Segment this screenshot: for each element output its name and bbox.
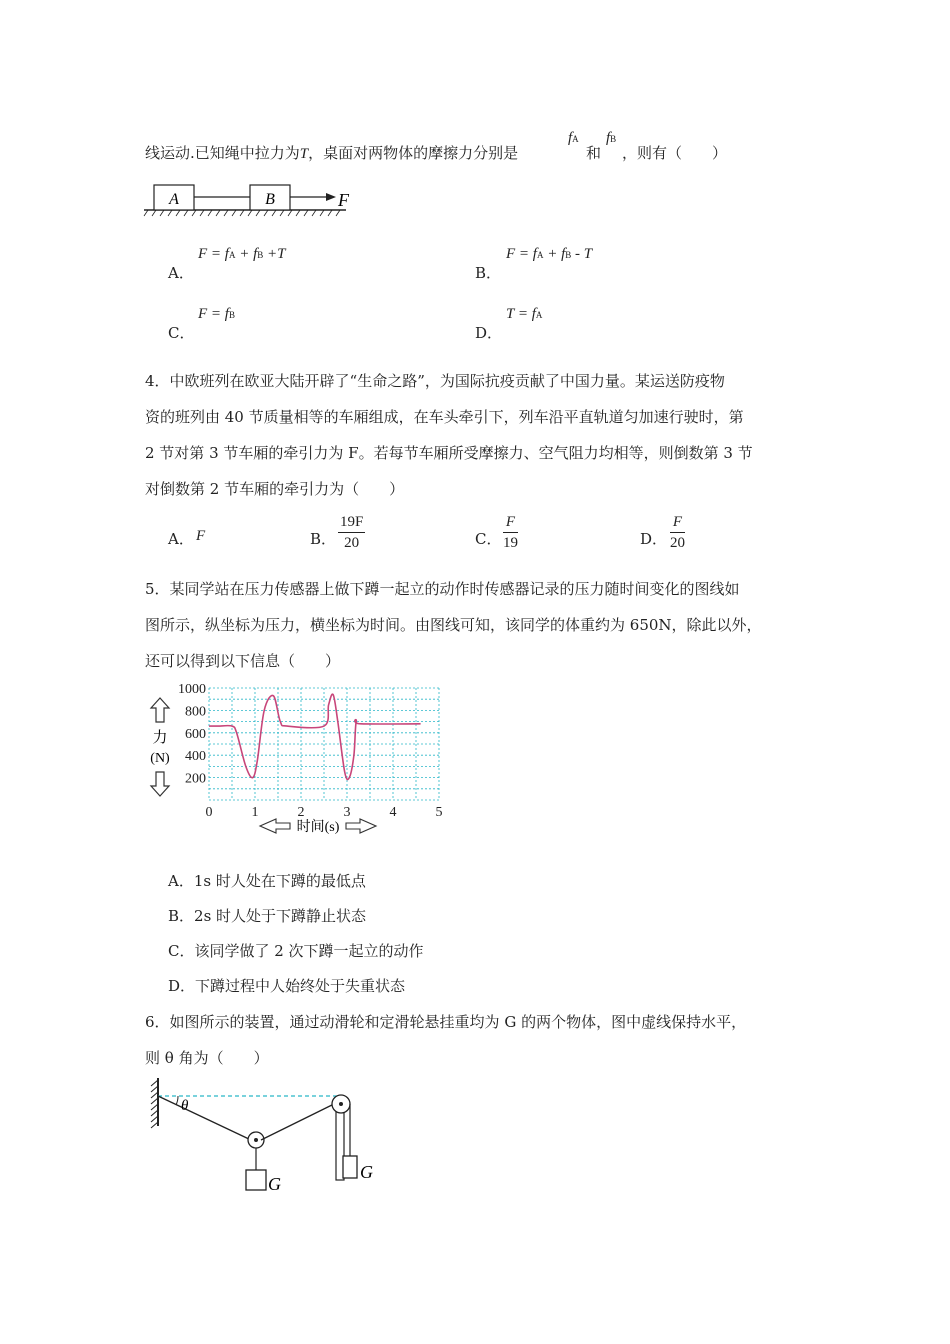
q3-option-a-label: A．: [168, 264, 194, 282]
x-tick-label: 0: [205, 805, 213, 820]
y-tick-label: 600: [185, 726, 206, 742]
q4-option-c-fraction: [503, 512, 518, 553]
chart-grid: [209, 688, 439, 800]
q3-stem-part3: ，则有（ ）: [622, 144, 728, 162]
q3-option-d-formula: T = fA: [506, 306, 543, 322]
q3-option-a-formula: F = fA + fB +T: [198, 246, 286, 262]
q3-tension-symbol: T: [299, 146, 309, 162]
q6-stem-line-2: 则 θ 角为（ ）: [145, 1049, 269, 1067]
q3-option-b-label: B．: [475, 264, 502, 282]
q4-option-b-label: B．: [310, 530, 337, 548]
q3-stem-part1: 线运动.已知绳中拉力为: [145, 144, 300, 162]
weight-label-2: G: [360, 1162, 373, 1182]
chart-ticks: [178, 682, 443, 820]
q4-option-c-den: 19: [503, 535, 518, 551]
q3-option-c-formula: F = fB: [198, 306, 235, 322]
q4-option-a-value: F: [196, 528, 206, 544]
x-tick-label: 1: [251, 805, 259, 820]
q3-block-b-label: B: [265, 191, 275, 208]
q6-stem-line-1: 6．如图所示的装置，通过动滑轮和定滑轮悬挂重均为 G 的两个物体，图中虚线保持水平，: [145, 1013, 747, 1031]
q5-option-c: C．该同学做了 2 次下蹲一起立的动作: [168, 942, 424, 960]
rope-left: [158, 1096, 251, 1140]
y-axis-label-char: 力: [152, 730, 168, 746]
x-tick-label: 5: [435, 805, 443, 820]
q5-force-time-chart: [140, 676, 460, 838]
q4-option-b-num: 19F: [338, 512, 365, 533]
q4-option-d-den: 20: [670, 535, 685, 551]
x-tick-label: 3: [343, 805, 351, 820]
q4-option-b-den: 20: [344, 535, 360, 551]
q3-force-label: F: [338, 190, 349, 210]
weight-box-2: [343, 1156, 357, 1178]
y-tick-label: 200: [185, 771, 206, 787]
y-axis-label-unit: (N): [150, 751, 170, 766]
q3-option-c-label: C．: [168, 324, 195, 342]
y-tick-label: 400: [185, 749, 206, 765]
q3-and-text: 和: [586, 144, 602, 162]
angle-label: θ: [181, 1098, 189, 1114]
q4-option-d-label: D．: [640, 530, 668, 548]
q5-option-b: B．2s 时人处于下蹲静止状态: [168, 907, 367, 925]
q4-option-d-fraction: [670, 512, 685, 553]
q5-stem-line-1: 5．某同学站在压力传感器上做下蹲一起立的动作时传感器记录的压力随时间变化的图线如: [145, 580, 740, 598]
q3-stem-line: [145, 142, 518, 163]
q4-stem-line-3: 2 节对第 3 节车厢的牵引力为 F。若每节车厢所受摩擦力、空气阻力均相等，则倒数第 3 节: [145, 444, 753, 462]
q5-option-d: D．下蹲过程中人始终处于失重状态: [168, 977, 406, 995]
right-arrow-icon: [346, 819, 376, 833]
q5-option-a: A．1s 时人处在下蹲的最低点: [168, 872, 366, 890]
left-arrow-icon: [260, 819, 290, 833]
x-tick-label: 2: [297, 805, 305, 820]
weight-label-1: G: [268, 1174, 281, 1194]
y-axis-label-group: [150, 698, 170, 796]
down-arrow-icon: [151, 772, 169, 796]
q5-stem-line-2: 图所示，纵坐标为压力，横坐标为时间。由图线可知，该同学的体重约为 650N，除此以外，: [145, 616, 762, 634]
q4-option-d-num: F: [670, 512, 685, 533]
x-tick-label: 4: [389, 805, 397, 820]
q4-option-a-label: A．: [168, 530, 194, 548]
y-tick-label: 1000: [178, 682, 206, 697]
q3-option-b-formula: F = fA + fB - T: [506, 246, 593, 262]
rope-right: [261, 1102, 338, 1140]
weight-box-1: [246, 1170, 266, 1190]
q4-stem-line-2: 资的班列由 40 节质量相等的车厢组成，在车头牵引下，列车沿平直轨道匀加速行驶时，第: [145, 408, 744, 426]
q5-stem-line-3: 还可以得到以下信息（ ）: [145, 652, 341, 670]
y-tick-label: 800: [185, 704, 206, 720]
up-arrow-icon: [151, 698, 169, 722]
q6-pulley-figure: [148, 1074, 388, 1199]
q3-block-a-label: A: [169, 191, 179, 208]
q4-option-c-label: C．: [475, 530, 502, 548]
q3-blocks-figure: [142, 180, 357, 220]
x-axis-label-group: [260, 819, 376, 835]
x-axis-label: 时间(s): [296, 820, 340, 835]
q3-fb-symbol: fB: [606, 130, 617, 146]
q4-option-b-fraction: [338, 512, 365, 553]
q3-fa-symbol: fA: [568, 130, 579, 146]
q4-option-c-num: F: [503, 512, 518, 533]
q4-stem-line-4: 对倒数第 2 节车厢的牵引力为（ ）: [145, 480, 405, 498]
q3-option-d-label: D．: [475, 324, 503, 342]
q4-stem-line-1: 4．中欧班列在欧亚大陆开辟了“生命之路”，为国际抗疫贡献了中国力量。某运送防疫物: [145, 372, 725, 390]
angle-arc: [176, 1096, 178, 1105]
q3-stem-part2: ，桌面对两物体的摩擦力分别是: [308, 144, 519, 162]
